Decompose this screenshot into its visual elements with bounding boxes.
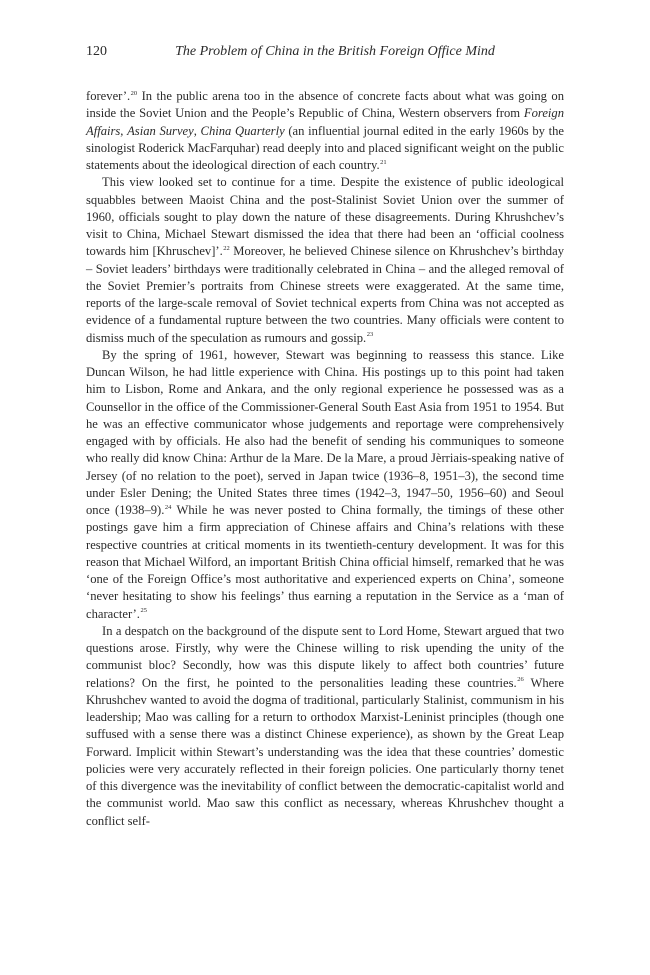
text-run: Moreover, he believed Chinese silence on Khrushchev’s birthday – Soviet leaders’ birthdays were traditionally celebrated in China – and the alleged removal of the Soviet Premier’s portraits from Chinese streets were exaggerated. At the same time, reports of the large-scale removal of Soviet technical experts from China was not accepted as evidence of a fundamental rupture between the two countries. Many officials were content to dismiss much of the speculation as rumours and gossip. — [86, 244, 564, 345]
text-run: , — [193, 123, 201, 138]
footnote-marker: 21 — [380, 158, 387, 166]
footnote-marker: 23 — [366, 331, 374, 339]
footnote-marker: 22 — [223, 245, 230, 253]
text-run: forever’. — [86, 89, 131, 103]
footnote-marker: 20 — [130, 89, 138, 97]
paragraph — [86, 88, 564, 174]
text-run: , — [120, 123, 128, 138]
page-number: 120 — [86, 44, 107, 59]
paragraph — [86, 174, 564, 347]
journal-title: Foreign Affairs — [86, 106, 564, 138]
paragraph — [86, 347, 564, 623]
text-run: By the spring of 1961, however, Stewart was beginning to reassess this stance. Like Duncan Wilson, he had little experience with China. His postings up to this point had taken him to Lisbon, Rome and Ankara, and the only regional experience he possessed was as a Counsellor in the office of the Commissioner-General South East Asia from 1951 to 1954. But he was an effective communicator whose judgements and reportage were comprehensively engaged with by officials. He also had the benefit of sending his communiques to someone who really did know China: Arthur de la Mare. De la Mare, a proud Jèrriais-speaking native of Jersey (of no relation to the poet), served in Japan twice (1936–8, 1951–3), the second time under Esler Dening; the United States three times (1942–3, 1947–50, 1956–60) and Seoul once (1938–9). — [86, 347, 564, 517]
text-run: This view looked set to continue for a time. Despite the existence of public ideological squabbles between Maoist China and the post-Stalinist Soviet Union over the summer of 1960, officials sought to play down the nature of these disagreements. During Khrushchev’s visit to China, Michael Stewart dismissed the idea that there had been an ‘official coolness towards him [Khruschev]’. — [86, 175, 564, 259]
text-run: In a despatch on the background of the dispute sent to Lord Home, Stewart argued that two questions arose. Firstly, why were the Chinese willing to risk upending the unity of the communist bloc? Secondly, how was this dispute likely to affect both countries’ future relations? On the first, he pointed to the personalities leading these countries. — [86, 623, 564, 690]
footnote-marker: 25 — [140, 607, 147, 615]
text-run: Where Khrushchev wanted to avoid the dogma of traditional, particularly Stalinist, communism in his leadership; Mao was calling for a return to orthodox Marxist-Leninist principles (though one suffused with a sense there was a distinct Chinese experience), as shown by the Great Leap Forward. Implicit within Stewart’s understanding was the idea that these countries’ domestic policies were very accurately reflected in their foreign policies. One particularly thorny tenet of this divergence was the inevitability of conflict between the democratic-capitalist world and the communist world. Mao saw this conflict as necessary, whereas Khrushchev thought a conflict self- — [86, 675, 564, 828]
body-text — [86, 88, 564, 830]
footnote-marker: 24 — [164, 503, 172, 511]
journal-title: China Quarterly — [200, 123, 285, 138]
footnote-marker: 26 — [517, 676, 524, 684]
running-head — [86, 44, 564, 64]
text-run: (an influential journal edited in the early 1960s by the sinologist Roderick MacFarquhar) read deeply into and placed significant weight on the public statements about the ideological direction of each country. — [86, 123, 565, 172]
running-title: The Problem of China in the British Foreign Office Mind — [175, 44, 495, 59]
text-run: In the public arena too in the absence of concrete facts about what was going on inside the Soviet Union and the People’s Republic of China, Western observers from — [86, 89, 564, 121]
text-run: While he was never posted to China formally, the timings of these other postings gave him a firm appreciation of Chinese affairs and China’s relations with these respective countries at critical moments in its twentieth-century development. It was for this reason that Michael Wilford, an important British China official himself, remarked that he was ‘one of the Foreign Office’s most authoritative and experienced experts on China’, someone ‘never hesitating to show his feelings’ thus earning a reputation in the Service as a ‘man of character’. — [86, 503, 564, 621]
paragraph — [86, 623, 564, 830]
journal-title: Asian Survey — [127, 123, 194, 138]
